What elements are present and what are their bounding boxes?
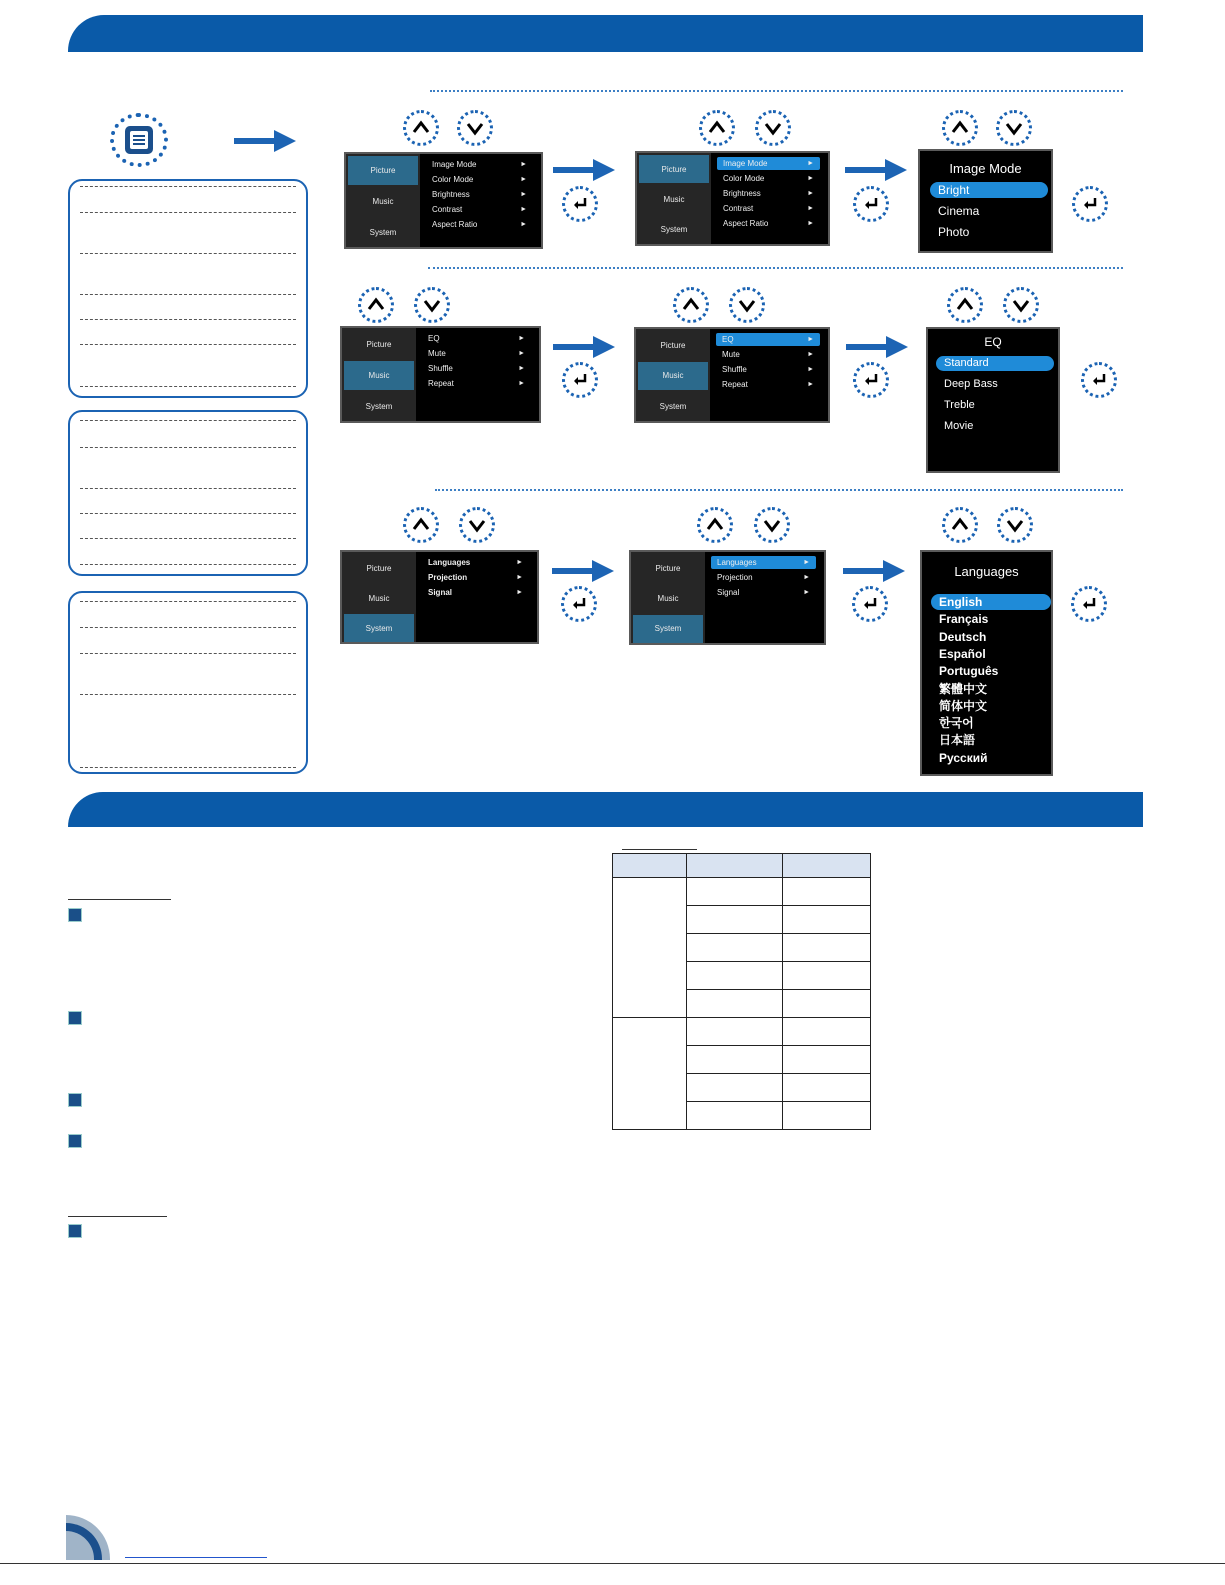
chevron-down-icon bbox=[997, 507, 1033, 543]
help-icon bbox=[68, 1093, 82, 1107]
help-icon bbox=[68, 1011, 82, 1025]
osd-tab-music[interactable]: Music bbox=[633, 584, 703, 612]
submenu-arrow-icon: ► bbox=[807, 366, 814, 373]
chevron-down-icon bbox=[755, 110, 791, 146]
osd-menu-item[interactable] bbox=[711, 556, 816, 569]
osd-menu-item[interactable] bbox=[716, 333, 820, 346]
chevron-up-icon bbox=[358, 287, 394, 323]
footer-rule bbox=[0, 1563, 1225, 1564]
osd-menu-item-label: Repeat bbox=[722, 380, 748, 389]
submenu-arrow-icon: ► bbox=[807, 351, 814, 358]
row-divider bbox=[428, 267, 1123, 269]
osd-menu-item-label: Color Mode bbox=[432, 175, 474, 184]
submenu-arrow-icon: ► bbox=[520, 221, 527, 228]
osd-menu-panel bbox=[634, 327, 830, 423]
submenu-arrow-icon: ► bbox=[516, 559, 523, 566]
enter-return-icon bbox=[1072, 186, 1108, 222]
submenu-arrow-icon: ► bbox=[807, 160, 814, 167]
arrow-right-icon bbox=[846, 334, 908, 360]
popup-option[interactable]: Cinema bbox=[938, 204, 980, 218]
info-box-system bbox=[68, 591, 308, 774]
osd-menu-item-label: Shuffle bbox=[722, 365, 747, 374]
osd-menu-item[interactable] bbox=[422, 347, 531, 360]
osd-menu-item-label: Shuffle bbox=[428, 364, 453, 373]
osd-tab-picture[interactable]: Picture bbox=[344, 554, 414, 582]
osd-tab-music[interactable]: Music bbox=[344, 584, 414, 612]
enter-return-icon bbox=[1081, 362, 1117, 398]
settings-table bbox=[612, 853, 871, 1130]
osd-menu-item[interactable] bbox=[426, 218, 533, 231]
popup-option[interactable]: Movie bbox=[944, 420, 974, 432]
osd-menu-item[interactable] bbox=[716, 363, 820, 376]
osd-menu-item[interactable] bbox=[422, 362, 531, 375]
chevron-up-icon bbox=[673, 287, 709, 323]
osd-menu-item[interactable] bbox=[426, 188, 533, 201]
submenu-arrow-icon: ► bbox=[518, 335, 525, 342]
osd-menu-item[interactable] bbox=[711, 586, 816, 599]
enter-return-icon bbox=[852, 586, 888, 622]
submenu-arrow-icon: ► bbox=[803, 589, 810, 596]
osd-menu-item-label: Signal bbox=[428, 588, 453, 597]
osd-menu-item-label: Brightness bbox=[432, 190, 470, 199]
row-divider bbox=[430, 90, 1123, 92]
chevron-down-icon bbox=[996, 110, 1032, 146]
osd-menu-item[interactable] bbox=[717, 172, 820, 185]
osd-menu-item[interactable] bbox=[422, 586, 529, 599]
enter-return-icon bbox=[1071, 586, 1107, 622]
submenu-arrow-icon: ► bbox=[520, 176, 527, 183]
popup-option[interactable]: 简体中文 bbox=[939, 698, 988, 713]
osd-tab-picture[interactable]: Picture bbox=[633, 554, 703, 582]
popup-option[interactable]: 한국어 bbox=[939, 716, 974, 731]
submenu-arrow-icon: ► bbox=[520, 191, 527, 198]
popup-option[interactable]: Deutsch bbox=[939, 629, 987, 644]
chevron-down-icon bbox=[754, 507, 790, 543]
popup-option[interactable]: Español bbox=[939, 646, 986, 661]
osd-menu-item-label: Image Mode bbox=[432, 160, 477, 169]
arrow-right-icon bbox=[553, 334, 615, 360]
heading-rule bbox=[68, 1216, 167, 1217]
chevron-up-icon bbox=[942, 110, 978, 146]
popup-option[interactable]: Photo bbox=[938, 225, 970, 239]
help-icon bbox=[68, 1134, 82, 1148]
osd-menu-item[interactable] bbox=[716, 378, 820, 391]
popup-option[interactable]: Bright bbox=[930, 182, 1048, 198]
chevron-up-icon bbox=[697, 507, 733, 543]
osd-tab-system[interactable]: System bbox=[344, 614, 414, 642]
info-box-music bbox=[68, 410, 308, 576]
submenu-arrow-icon: ► bbox=[518, 365, 525, 372]
osd-menu-item[interactable] bbox=[422, 571, 529, 584]
osd-menu-item-label: Languages bbox=[428, 558, 471, 567]
osd-menu-item-label: Languages bbox=[717, 558, 757, 567]
submenu-arrow-icon: ► bbox=[807, 220, 814, 227]
submenu-arrow-icon: ► bbox=[807, 175, 814, 182]
osd-menu-item-label: Aspect Ratio bbox=[432, 220, 478, 229]
osd-menu-item-label: EQ bbox=[428, 334, 440, 343]
chevron-down-icon bbox=[457, 110, 493, 146]
osd-menu-item-label: Brightness bbox=[723, 189, 761, 198]
submenu-arrow-icon: ► bbox=[803, 559, 810, 566]
heading-rule bbox=[68, 899, 171, 900]
table-heading-rule bbox=[622, 849, 697, 850]
submenu-arrow-icon: ► bbox=[803, 574, 810, 581]
osd-tab-music[interactable]: Music bbox=[638, 362, 708, 391]
osd-tab-music[interactable]: Music bbox=[348, 187, 418, 216]
enter-return-icon bbox=[853, 362, 889, 398]
osd-menu-item-label: Image Mode bbox=[723, 159, 768, 168]
osd-menu-panel bbox=[344, 152, 543, 249]
osd-menu-item[interactable] bbox=[711, 571, 816, 584]
osd-menu-item[interactable] bbox=[717, 187, 820, 200]
help-icon bbox=[68, 1224, 82, 1238]
osd-menu-item-label: Color Mode bbox=[723, 174, 765, 183]
osd-menu-item-label: Contrast bbox=[432, 205, 463, 214]
osd-menu-panel bbox=[629, 550, 826, 645]
submenu-arrow-icon: ► bbox=[516, 589, 523, 596]
osd-menu-item-label: Mute bbox=[428, 349, 446, 358]
submenu-arrow-icon: ► bbox=[518, 380, 525, 387]
osd-menu-item[interactable] bbox=[426, 173, 533, 186]
popup-option[interactable]: Русский bbox=[939, 750, 988, 765]
osd-menu-item[interactable] bbox=[422, 377, 531, 390]
popup-option[interactable]: Français bbox=[939, 612, 989, 627]
popup-option[interactable]: Português bbox=[939, 664, 999, 679]
osd-tab-system[interactable]: System bbox=[348, 218, 418, 247]
osd-menu-panel bbox=[340, 326, 541, 423]
chevron-down-icon bbox=[1003, 287, 1039, 323]
languages-popup bbox=[920, 550, 1053, 776]
submenu-arrow-icon: ► bbox=[807, 190, 814, 197]
osd-menu-item[interactable] bbox=[426, 203, 533, 216]
osd-menu-item-label: Repeat bbox=[428, 379, 454, 388]
enter-return-icon bbox=[561, 586, 597, 622]
section-banner-top bbox=[68, 15, 1143, 52]
osd-menu-item[interactable] bbox=[717, 202, 820, 215]
row-divider bbox=[435, 489, 1123, 491]
menu-button-icon bbox=[110, 113, 168, 167]
osd-menu-item-label: Projection bbox=[428, 573, 468, 582]
submenu-arrow-icon: ► bbox=[516, 574, 523, 581]
arrow-right-icon bbox=[234, 128, 296, 154]
osd-menu-item[interactable] bbox=[717, 157, 820, 170]
chevron-up-icon bbox=[947, 287, 983, 323]
osd-menu-item-label: Mute bbox=[722, 350, 740, 359]
eq-popup bbox=[926, 327, 1060, 473]
enter-return-icon bbox=[562, 362, 598, 398]
osd-tab-system[interactable]: System bbox=[639, 216, 709, 244]
popup-option[interactable]: Standard bbox=[936, 356, 1054, 371]
osd-tab-picture[interactable]: Picture bbox=[348, 156, 418, 185]
enter-return-icon bbox=[853, 186, 889, 222]
osd-menu-item-label: Aspect Ratio bbox=[723, 219, 769, 228]
osd-menu-panel bbox=[635, 151, 830, 246]
osd-menu-panel bbox=[340, 550, 539, 644]
info-box-picture bbox=[68, 179, 308, 398]
page-corner-tab bbox=[66, 1515, 110, 1560]
chevron-up-icon bbox=[403, 507, 439, 543]
submenu-arrow-icon: ► bbox=[807, 205, 814, 212]
osd-menu-item[interactable] bbox=[716, 348, 820, 361]
submenu-arrow-icon: ► bbox=[520, 161, 527, 168]
popup-option[interactable]: Deep Bass bbox=[944, 378, 998, 390]
enter-return-icon bbox=[562, 186, 598, 222]
arrow-right-icon bbox=[843, 558, 905, 584]
osd-tab-picture[interactable]: Picture bbox=[639, 155, 709, 183]
popup-title: EQ bbox=[984, 335, 1002, 349]
help-icon bbox=[68, 908, 82, 922]
osd-tab-picture[interactable]: Picture bbox=[344, 330, 414, 359]
submenu-arrow-icon: ► bbox=[518, 350, 525, 357]
osd-menu-item[interactable] bbox=[717, 217, 820, 230]
chevron-down-icon bbox=[729, 287, 765, 323]
popup-option[interactable]: 繁體中文 bbox=[939, 681, 988, 696]
chevron-down-icon bbox=[414, 287, 450, 323]
submenu-arrow-icon: ► bbox=[520, 206, 527, 213]
osd-menu-item-label: EQ bbox=[722, 335, 734, 344]
osd-tab-music[interactable]: Music bbox=[344, 361, 414, 390]
submenu-arrow-icon: ► bbox=[807, 381, 814, 388]
image-mode-popup bbox=[918, 149, 1053, 253]
footer-link-rule bbox=[125, 1557, 267, 1558]
chevron-up-icon bbox=[403, 110, 439, 146]
osd-tab-music[interactable]: Music bbox=[639, 185, 709, 213]
arrow-right-icon bbox=[553, 157, 615, 183]
arrow-right-icon bbox=[552, 558, 614, 584]
popup-title: Languages bbox=[954, 564, 1019, 579]
osd-tab-system[interactable]: System bbox=[638, 392, 708, 421]
osd-tab-system[interactable]: System bbox=[344, 392, 414, 421]
chevron-down-icon bbox=[459, 507, 495, 543]
popup-title: Image Mode bbox=[949, 161, 1022, 176]
osd-menu-item[interactable] bbox=[422, 556, 529, 569]
osd-menu-item-label: Signal bbox=[717, 588, 740, 597]
submenu-arrow-icon: ► bbox=[807, 336, 814, 343]
osd-menu-item[interactable] bbox=[426, 158, 533, 171]
popup-option[interactable]: 日本語 bbox=[939, 733, 976, 748]
osd-menu-item-label: Contrast bbox=[723, 204, 754, 213]
popup-option[interactable]: English bbox=[931, 594, 1051, 610]
osd-tab-system[interactable]: System bbox=[633, 615, 703, 643]
osd-tab-picture[interactable]: Picture bbox=[638, 331, 708, 360]
popup-option[interactable]: Treble bbox=[944, 399, 975, 411]
section-banner-bottom bbox=[68, 792, 1143, 827]
osd-menu-item-label: Projection bbox=[717, 573, 753, 582]
chevron-up-icon bbox=[942, 507, 978, 543]
chevron-up-icon bbox=[699, 110, 735, 146]
arrow-right-icon bbox=[845, 157, 907, 183]
osd-menu-item[interactable] bbox=[422, 332, 531, 345]
